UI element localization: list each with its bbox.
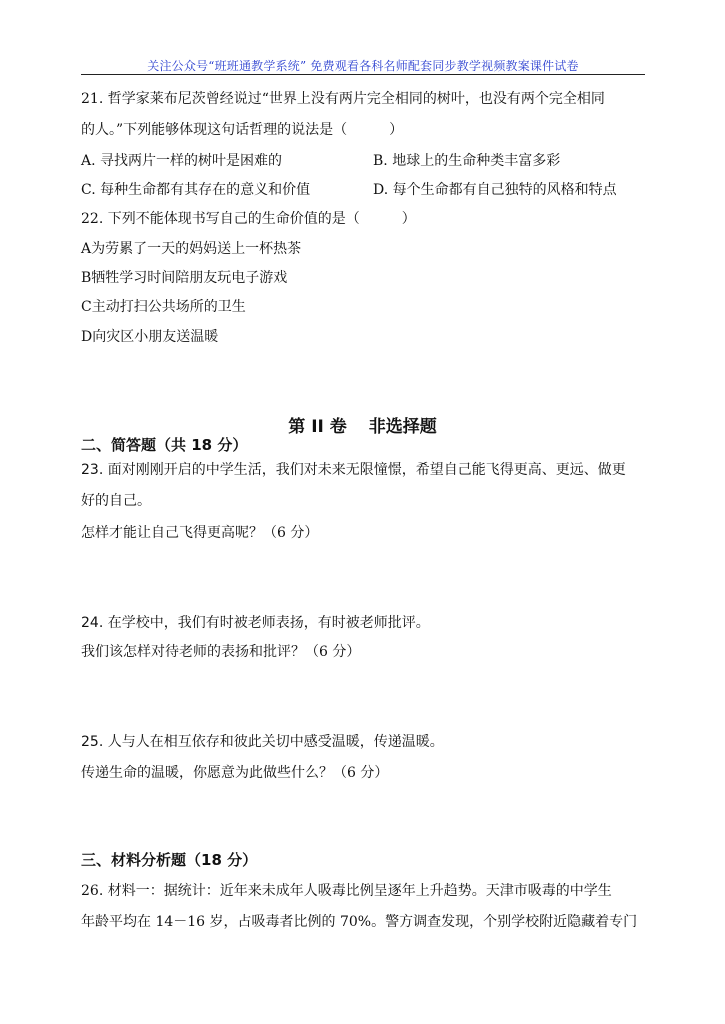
part2-title-right: 非选择题 bbox=[368, 417, 437, 437]
q21-option-c: C. 每种生命都有其存在的意义和价值 bbox=[81, 182, 311, 198]
q22-stem: 22. 下列不能体现书写自己的生命价值的是（ ） bbox=[81, 211, 416, 227]
q22-option-c: C主动打扫公共场所的卫生 bbox=[81, 299, 246, 315]
page-header: 关注公众号“班班通教学系统” 免费观看各科名师配套同步教学视频教案课件试卷 bbox=[147, 59, 579, 73]
q26-line2: 年龄平均在 14－16 岁，占吸毒者比例的 70%。警方调查发现，个别学校附近隐藏着专门 bbox=[81, 914, 638, 930]
q21-option-d: D. 每个生命都有自己独特的风格和特点 bbox=[373, 182, 617, 198]
q23-stem-line2: 好的自己。 bbox=[81, 493, 151, 509]
q21-option-a: A. 寻找两片一样的树叶是困难的 bbox=[81, 153, 283, 169]
q25-question: 传递生命的温暖，你愿意为此做些什么？（6 分） bbox=[81, 765, 389, 781]
part2-title-left: 第 II 卷 bbox=[288, 417, 347, 437]
section-material-analysis-heading: 三、材料分析题（18 分） bbox=[81, 851, 258, 869]
q21-stem-line2: 的人。”下列能够体现这句话哲理的说法是（ ） bbox=[81, 122, 404, 138]
q26-line1: 26. 材料一：据统计：近年来未成年人吸毒比例呈逐年上升趋势。天津市吸毒的中学生 bbox=[81, 883, 612, 899]
q24-question: 我们该怎样对待老师的表扬和批评？（6 分） bbox=[81, 644, 361, 660]
q25-stem: 25. 人与人在相互依存和彼此关切中感受温暖，传递温暖。 bbox=[81, 734, 444, 750]
q23-stem-line1: 23. 面对刚刚开启的中学生活，我们对未来无限憧憬，希望自己能飞得更高、更远、做更 bbox=[81, 462, 626, 478]
q21-stem-line1: 21. 哲学家莱布尼茨曾经说过“世界上没有两片完全相同的树叶，也没有两个完全相同 bbox=[81, 91, 605, 107]
q23-question: 怎样才能让自己飞得更高呢？（6 分） bbox=[81, 525, 319, 541]
q22-option-a: A为劳累了一天的妈妈送上一杯热茶 bbox=[81, 241, 302, 257]
q24-stem: 24. 在学校中，我们有时被老师表扬，有时被老师批评。 bbox=[81, 615, 430, 631]
section-short-answer-heading: 二、简答题（共 18 分） bbox=[81, 436, 248, 454]
q22-option-d: D向灾区小朋友送温暖 bbox=[81, 329, 219, 345]
q22-option-b: B牺牲学习时间陪朋友玩电子游戏 bbox=[81, 270, 288, 286]
q21-option-b: B. 地球上的生命种类丰富多彩 bbox=[373, 153, 561, 169]
header-rule bbox=[81, 74, 645, 75]
